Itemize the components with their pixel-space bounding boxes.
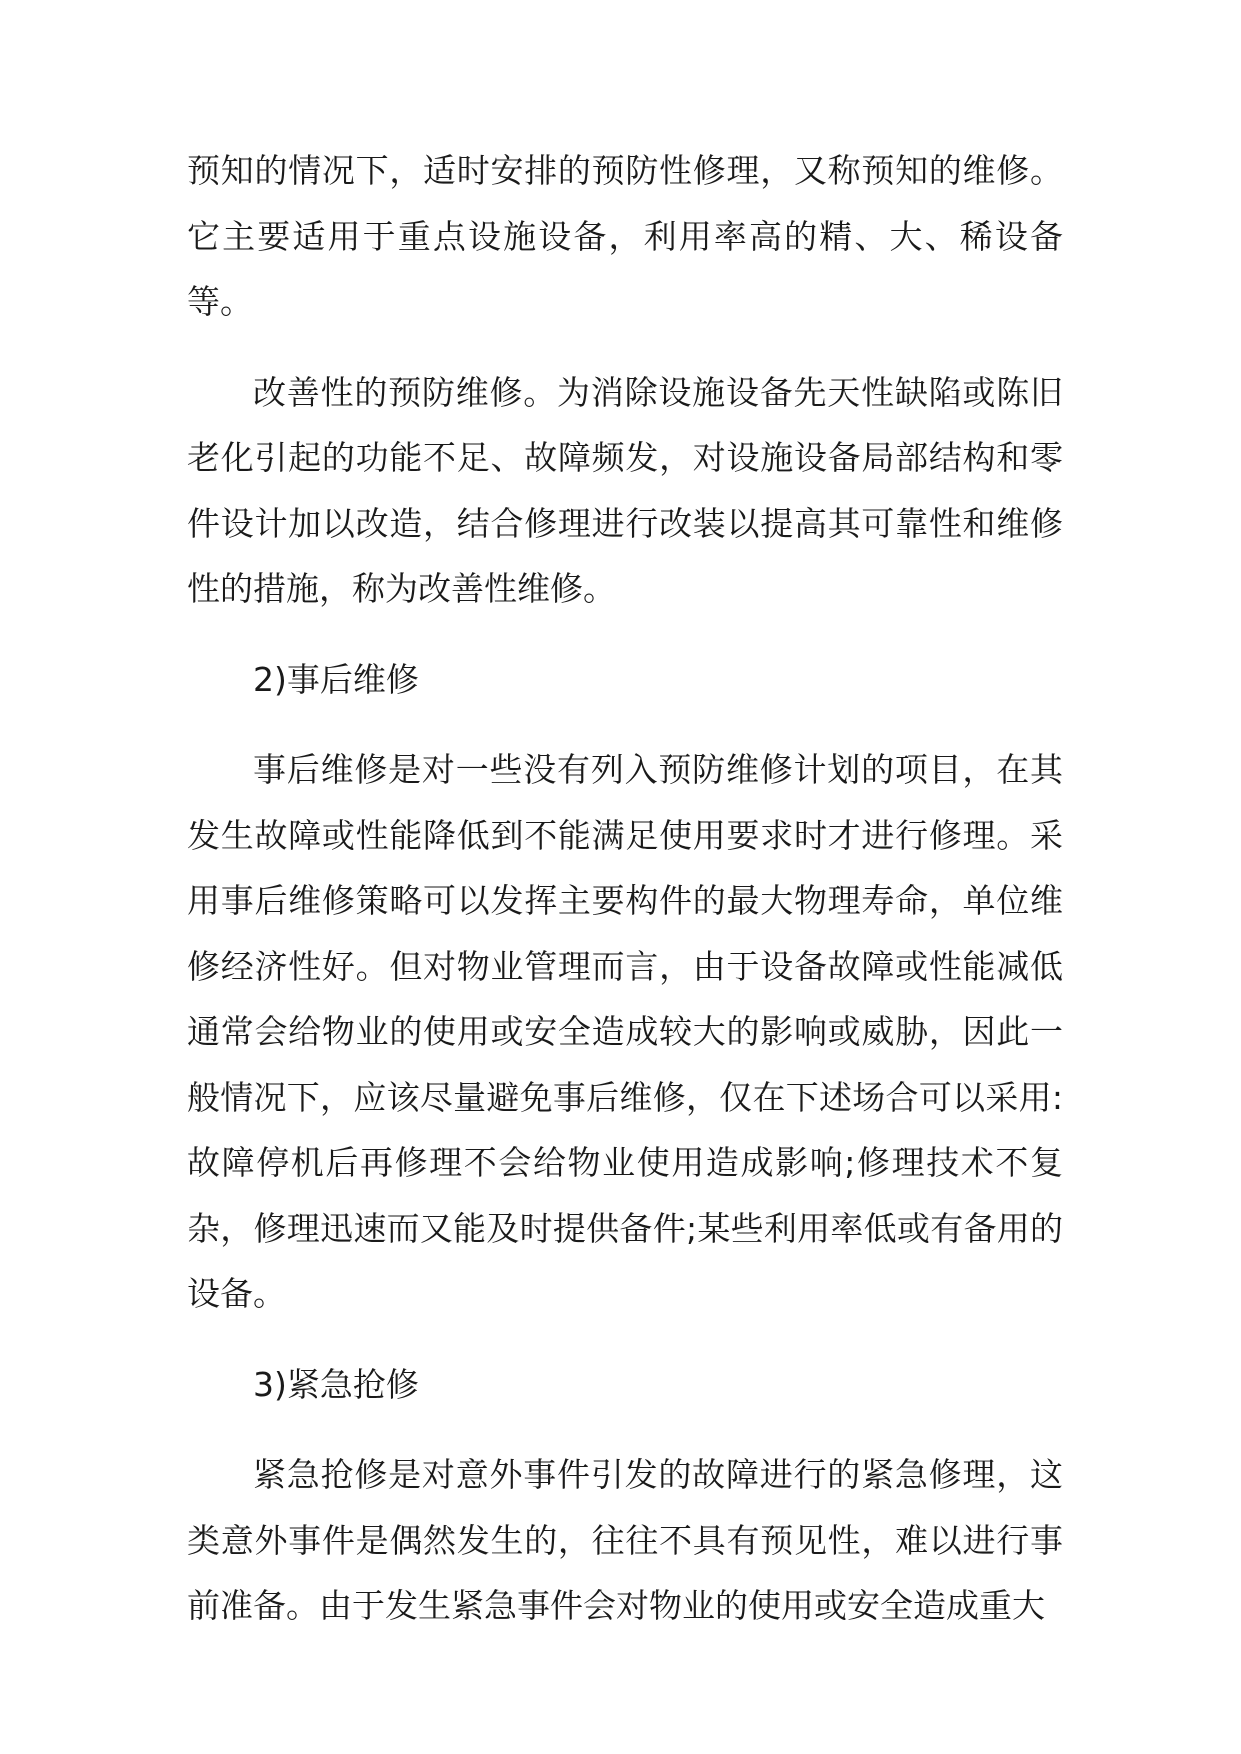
- section-heading-2: 2)事后维修: [253, 659, 419, 699]
- section-heading-3: 3)紧急抢修: [253, 1364, 419, 1404]
- paragraph-improvement-maintenance: 改善性的预防维修。为消除设施设备先天性缺陷或陈旧老化引起的功能不足、故障频发，对设施设备局部结构和零件设计加以改造，结合修理进行改装以提高其可靠性和维修性的措施，称为改善性维修。: [187, 372, 1063, 608]
- document-body: [187, 138, 1063, 1664]
- paragraph-continuation: 预知的情况下，适时安排的预防性修理，又称预知的维修。它主要适用于重点设施设备，利用率高的精、大、稀设备等。: [187, 151, 1063, 321]
- paragraph-emergency-repair: 紧急抢修是对意外事件引发的故障进行的紧急修理，这类意外事件是偶然发生的，往往不具有预见性，难以进行事前准备。由于发生紧急事件会对物业的使用或安全造成重大: [187, 1455, 1063, 1625]
- paragraph-corrective-maintenance: 事后维修是对一些没有列入预防维修计划的项目，在其发生故障或性能降低到不能满足使用要求时才进行修理。采用事后维修策略可以发挥主要构件的最大物理寿命，单位维修经济性好。但对物业管理而言，由于设备故障或性能减低通常会给物业的使用或安全造成较大的影响或威胁，因此一般情况下，应该尽量避免事后维修，仅在下述场合可以采用:故障停机后再修理不会给物业使用造成影响;修理技术不复杂，修理迅速而又能及时提供备件;某些利用率低或有备用的设备。: [187, 750, 1063, 1313]
